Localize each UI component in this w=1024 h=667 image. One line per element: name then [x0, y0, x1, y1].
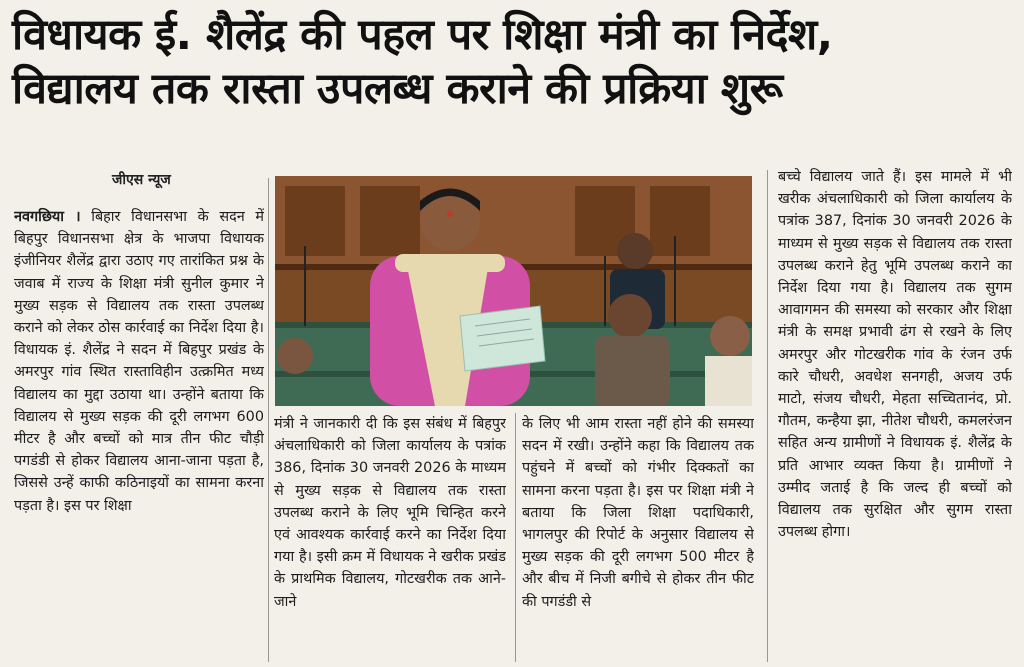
column-2-text: मंत्री ने जानकारी दी कि इस संबंध में बिहपुर अंचलाधिकारी को जिला कार्यालय के पत्रांक 386, दिनांक 30 जनवरी 2026 के माध्यम से मुख्य सड़क से विद्यालय तक रास्ता उपलब्ध कराने के लिए भूमि चिन्हित करने एवं आवश्यक कार्रवाई करने का निर्देश दिया गया है। इसी क्रम में विधायक ने खरीक प्रखंड के प्राथमिक विद्यालय, गोटखरीक तक आने-जाने: [274, 416, 506, 610]
column-divider: [268, 178, 269, 662]
column-3-text: के लिए भी आम रास्ता नहीं होने की समस्या सदन में रखी। उन्होंने कहा कि विद्यालय तक पहुंचने में बच्चों को गंभीर दिक्कतों का सामना करना पड़ता है। इस पर शिक्षा मंत्री ने बताया कि जिला शिक्षा पदाधिकारी, भागलपुर की रिपोर्ट के अनुसार विद्यालय से मुख्य सड़क की दूरी लगभग 500 मीटर है और बीच में निजी बगीचे से होकर तीन फीट की पगडंडी से: [522, 416, 754, 610]
column-divider: [767, 170, 768, 662]
headline-line-1: विधायक ई. शैलेंद्र की पहल पर शिक्षा मंत्री का निर्देश,: [12, 10, 833, 60]
assembly-photo: [275, 176, 752, 406]
article-column-2: [274, 413, 506, 662]
article-column-4: [778, 166, 1012, 662]
headline-line-2: विद्यालय तक रास्ता उपलब्ध कराने की प्रक्रिया शुरू: [12, 64, 783, 114]
column-4-text: बच्चे विद्यालय जाते हैं। इस मामले में भी खरीक अंचलाधिकारी को जिला कार्यालय के पत्रांक 387, दिनांक 30 जनवरी 2026 के माध्यम से मुख्य सड़क से विद्यालय तक रास्ता उपलब्ध कराने हेतु भूमि उपलब्ध कराने का निर्देश दिया गया है। विद्यालय तक सुगम आवागमन की समस्या को सरकार और शिक्षा मंत्री के समक्ष प्रभावी ढंग से रखने के लिए अमरपुर और गोटखरीक गांव के रंजन उर्फ कारे चौधरी, अवधेश सनगही, अजय उर्फ माटो, संजय चौधरी, मेहता सच्चितानंद, प्रो. गौतम, कन्हैया झा, नीतेश चौधरी, कमलरंजन सहित अन्य ग्रामीणों ने विधायक इं. शैलेंद्र के प्रति आभार व्यक्त किया है। ग्रामीणों ने उम्मीद जताई है कि जल्द ही बच्चों को विद्यालय तक सुरक्षित और सुगम रास्ता उपलब्ध होगा।: [778, 169, 1012, 541]
article-column-3: [522, 413, 754, 662]
byline: जीएस न्यूज: [112, 172, 171, 188]
headline: [12, 8, 1012, 116]
assembly-photo-icon: [275, 176, 752, 406]
column-divider: [515, 413, 516, 662]
article-column-1: [14, 206, 264, 662]
column-1-text: बिहार विधानसभा के सदन में बिहपुर विधानसभा क्षेत्र के भाजपा विधायक इंजीनियर शैलेंद्र द्वारा उठाए गए तारांकित प्रश्न के जवाब में राज्य के शिक्षा मंत्री सुनील कुमार ने मुख्य सड़क से विद्यालय तक रास्ता उपलब्ध कराने को लेकर ठोस कार्रवाई का निर्देश दिया है। विधायक इं. शैलेंद्र ने सदन में बिहपुर प्रखंड के अमरपुर गांव स्थित रास्ताविहीन उत्क्रमित मध्य विद्यालय का मुद्दा उठाया था। उन्होंने बताया कि विद्यालय से मुख्य सड़क की दूरी लगभग 600 मीटर है और बच्चों को मात्र तीन फीट चौड़ी पगडंडी से होकर विद्यालय आना-जाना पड़ता है, जिससे उन्हें काफी कठिनाइयों का सामना करना पड़ता है। इस पर शिक्षा: [14, 209, 264, 514]
dateline: नवगछिया ।: [14, 209, 81, 225]
